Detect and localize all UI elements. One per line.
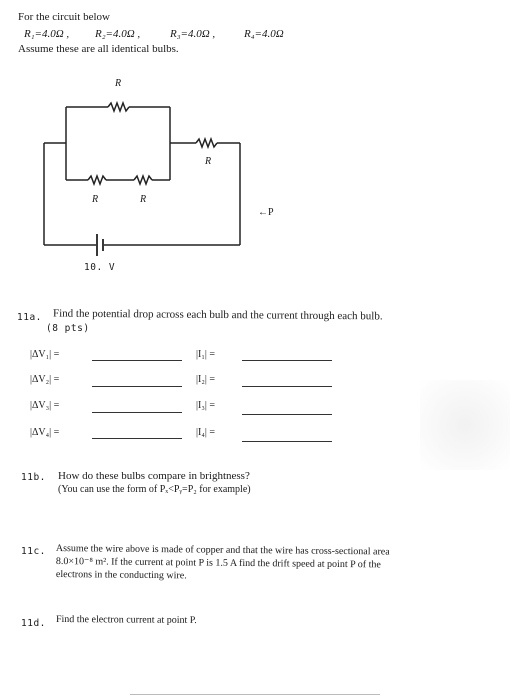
q11b-number: 11b. bbox=[21, 472, 46, 483]
label-r-left-bottom: R bbox=[92, 194, 99, 205]
assumption-text: Assume these are all identical bulbs. bbox=[18, 43, 179, 55]
label-r-right: R bbox=[205, 156, 212, 167]
q11c-line1: Assume the wire above is made of copper and that the wire has cross-sectional area bbox=[55, 543, 390, 558]
dv3-label: |ΔV₃| = bbox=[30, 400, 60, 411]
q11c-number: 11c. bbox=[21, 546, 46, 557]
i1-label: |I₁| = bbox=[196, 349, 215, 360]
q11b-text: How do these bulbs compare in brightness? bbox=[58, 470, 250, 482]
q11d-text: Find the electron current at point P. bbox=[55, 614, 197, 626]
i4-blank[interactable] bbox=[242, 441, 332, 442]
q11c-line2: 8.0×10⁻⁸ m². If the current at point P is 1.5 A find the drift speed at point P of the bbox=[55, 556, 381, 571]
q11a-number: 11a. bbox=[17, 312, 42, 323]
q11b-subtext: (You can use the form of Pₓ<Pᵧ=P₂ for example) bbox=[58, 484, 251, 495]
q11a-text: Find the potential drop across each bulb and the current through each bulb. bbox=[52, 307, 383, 323]
dv2-label: |ΔV₂| = bbox=[30, 374, 60, 385]
r1-value: R₁=4.0Ω , bbox=[24, 28, 70, 40]
r4-value: R₄=4.0Ω bbox=[244, 28, 284, 40]
q11c-line3: electrons in the conducting wire. bbox=[55, 569, 187, 582]
dv2-blank[interactable] bbox=[92, 386, 182, 387]
dv1-blank[interactable] bbox=[92, 360, 182, 361]
label-r-top: R bbox=[115, 78, 122, 89]
label-r-mid-bottom: R bbox=[140, 194, 147, 205]
page-bottom-rule bbox=[130, 694, 380, 695]
dv3-blank[interactable] bbox=[92, 412, 182, 413]
r3-value: R₃=4.0Ω , bbox=[170, 28, 216, 40]
resistor-top bbox=[108, 103, 129, 111]
battery-voltage-label: 10. V bbox=[84, 262, 116, 273]
i2-label: |I₂| = bbox=[196, 374, 215, 385]
i3-label: |I₃| = bbox=[196, 400, 215, 411]
intro-text: For the circuit below bbox=[18, 11, 110, 23]
resistor-left-bottom bbox=[88, 176, 106, 184]
dv1-label: |ΔV₁| = bbox=[30, 349, 60, 360]
q11a-points: (8 pts) bbox=[46, 323, 90, 334]
r2-value: R₂=4.0Ω , bbox=[95, 28, 141, 40]
i2-blank[interactable] bbox=[242, 386, 332, 387]
q11d-number: 11d. bbox=[21, 618, 46, 629]
dv4-blank[interactable] bbox=[92, 438, 182, 439]
dv4-label: |ΔV₄| = bbox=[30, 427, 60, 438]
i1-blank[interactable] bbox=[242, 360, 332, 361]
i3-blank[interactable] bbox=[242, 414, 332, 415]
resistor-right bbox=[196, 139, 217, 147]
point-p-label: ←P bbox=[258, 207, 274, 218]
i4-label: |I₄| = bbox=[196, 427, 215, 438]
circuit-diagram bbox=[0, 0, 512, 300]
resistor-mid-bottom bbox=[134, 176, 152, 184]
page-smudge bbox=[420, 380, 510, 470]
